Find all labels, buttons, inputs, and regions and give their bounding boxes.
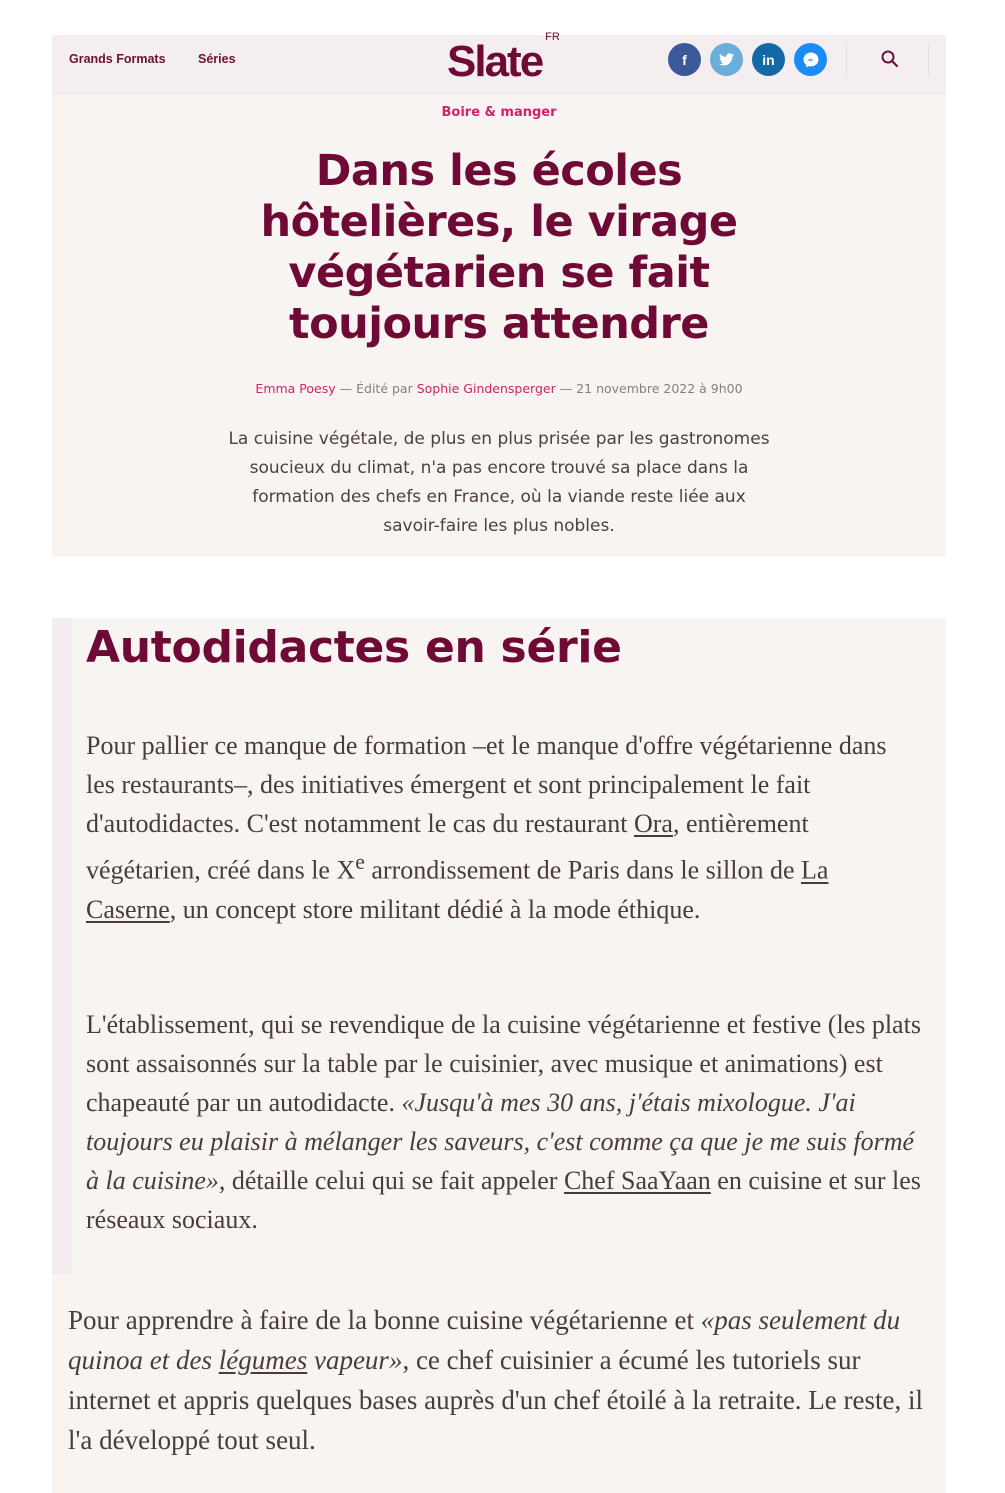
quote: «Jusqu'à mes 30 ans, j'étais mixologue. J'ai toujours eu plaisir à mélanger les saveurs, c'est comme ça que je me suis formé à la cuisine» bbox=[86, 1088, 915, 1195]
text: L'établissement, qui se revendique de la cuisine végétarienne et festive (les plats sont assaisonnés sur la table par le cuisinier, avec musique et animations) est chapeauté par un autodidacte. bbox=[86, 1010, 921, 1117]
quote: vapeur» bbox=[307, 1345, 403, 1375]
facebook-icon: f bbox=[682, 51, 687, 68]
search-icon[interactable] bbox=[880, 49, 900, 69]
edited-by-label: — Édité par bbox=[339, 381, 413, 396]
twitter-share-button[interactable] bbox=[710, 43, 743, 76]
slate-logo[interactable] bbox=[447, 31, 560, 87]
logo-text: Slate bbox=[447, 37, 543, 86]
divider bbox=[846, 45, 847, 75]
text: en cuisine et sur les réseaux sociaux. bbox=[86, 1166, 921, 1234]
nav-grands-formats[interactable]: Grands Formats bbox=[69, 52, 166, 66]
text: , ce chef cuisinier a écumé les tutoriels sur internet et appris quelques bases auprès d'un chef étoilé à la retraite. Le reste, il l'a développé tout seul. bbox=[68, 1345, 924, 1455]
editor-link[interactable]: Sophie Gindensperger bbox=[416, 381, 556, 396]
messenger-share-button[interactable] bbox=[794, 43, 827, 76]
twitter-icon bbox=[719, 53, 734, 66]
paragraph bbox=[86, 726, 916, 929]
site-header bbox=[52, 31, 946, 94]
article-hero bbox=[52, 94, 946, 557]
article-body bbox=[52, 618, 946, 1493]
facebook-share-button[interactable] bbox=[668, 43, 701, 76]
logo-edition: FR bbox=[545, 31, 560, 44]
link-chef-saayaan[interactable]: Chef SaaYaan bbox=[563, 1166, 711, 1195]
linkedin-icon: in bbox=[762, 51, 775, 68]
nav-series[interactable]: Séries bbox=[198, 52, 236, 66]
section-accent bbox=[52, 618, 72, 1275]
text: arrondissement de Paris dans le sillon de bbox=[364, 855, 802, 885]
article-title: Dans les écoles hôtelières, le virage végétarien se fait toujours attendre bbox=[260, 146, 738, 349]
publish-date: — 21 novembre 2022 à 9h00 bbox=[559, 381, 743, 396]
text: , entièrement végétarien, créé dans le X bbox=[86, 809, 809, 885]
author-link[interactable]: Emma Poesy bbox=[255, 381, 336, 396]
section-heading: Autodidactes en série bbox=[86, 622, 622, 673]
text: , détaille celui qui se fait appeler bbox=[218, 1166, 564, 1195]
quote: «pas seulement du quinoa et des bbox=[68, 1305, 901, 1375]
text: , un concept store militant dédié à la mode éthique. bbox=[169, 894, 701, 924]
paragraph bbox=[86, 1005, 921, 1239]
link-legumes[interactable]: légumes bbox=[218, 1345, 308, 1375]
paragraph bbox=[68, 1300, 928, 1460]
linkedin-share-button[interactable] bbox=[752, 43, 785, 76]
article-lead: La cuisine végétale, de plus en plus prisée par les gastronomes soucieux du climat, n'a pas encore trouvé sa place dans la formation des chefs en France, où la viande reste liée aux savoir-faire les plus nobles. bbox=[228, 429, 770, 536]
text: Pour pallier ce manque de formation –et le manque d'offre végétarienne dans les restaurants–, des initiatives émergent et sont principalement le fait d'autodidactes. C'est notamment le cas du restaurant bbox=[86, 731, 887, 838]
superscript: e bbox=[355, 850, 365, 874]
text: Pour apprendre à faire de la bonne cuisine végétarienne et bbox=[68, 1305, 701, 1335]
link-ora[interactable]: Ora bbox=[633, 809, 673, 838]
byline bbox=[52, 381, 946, 396]
category-link[interactable]: Boire & manger bbox=[441, 105, 557, 120]
divider bbox=[928, 45, 929, 75]
link-la-caserne[interactable]: La Caserne bbox=[86, 855, 829, 924]
messenger-icon bbox=[802, 51, 820, 69]
